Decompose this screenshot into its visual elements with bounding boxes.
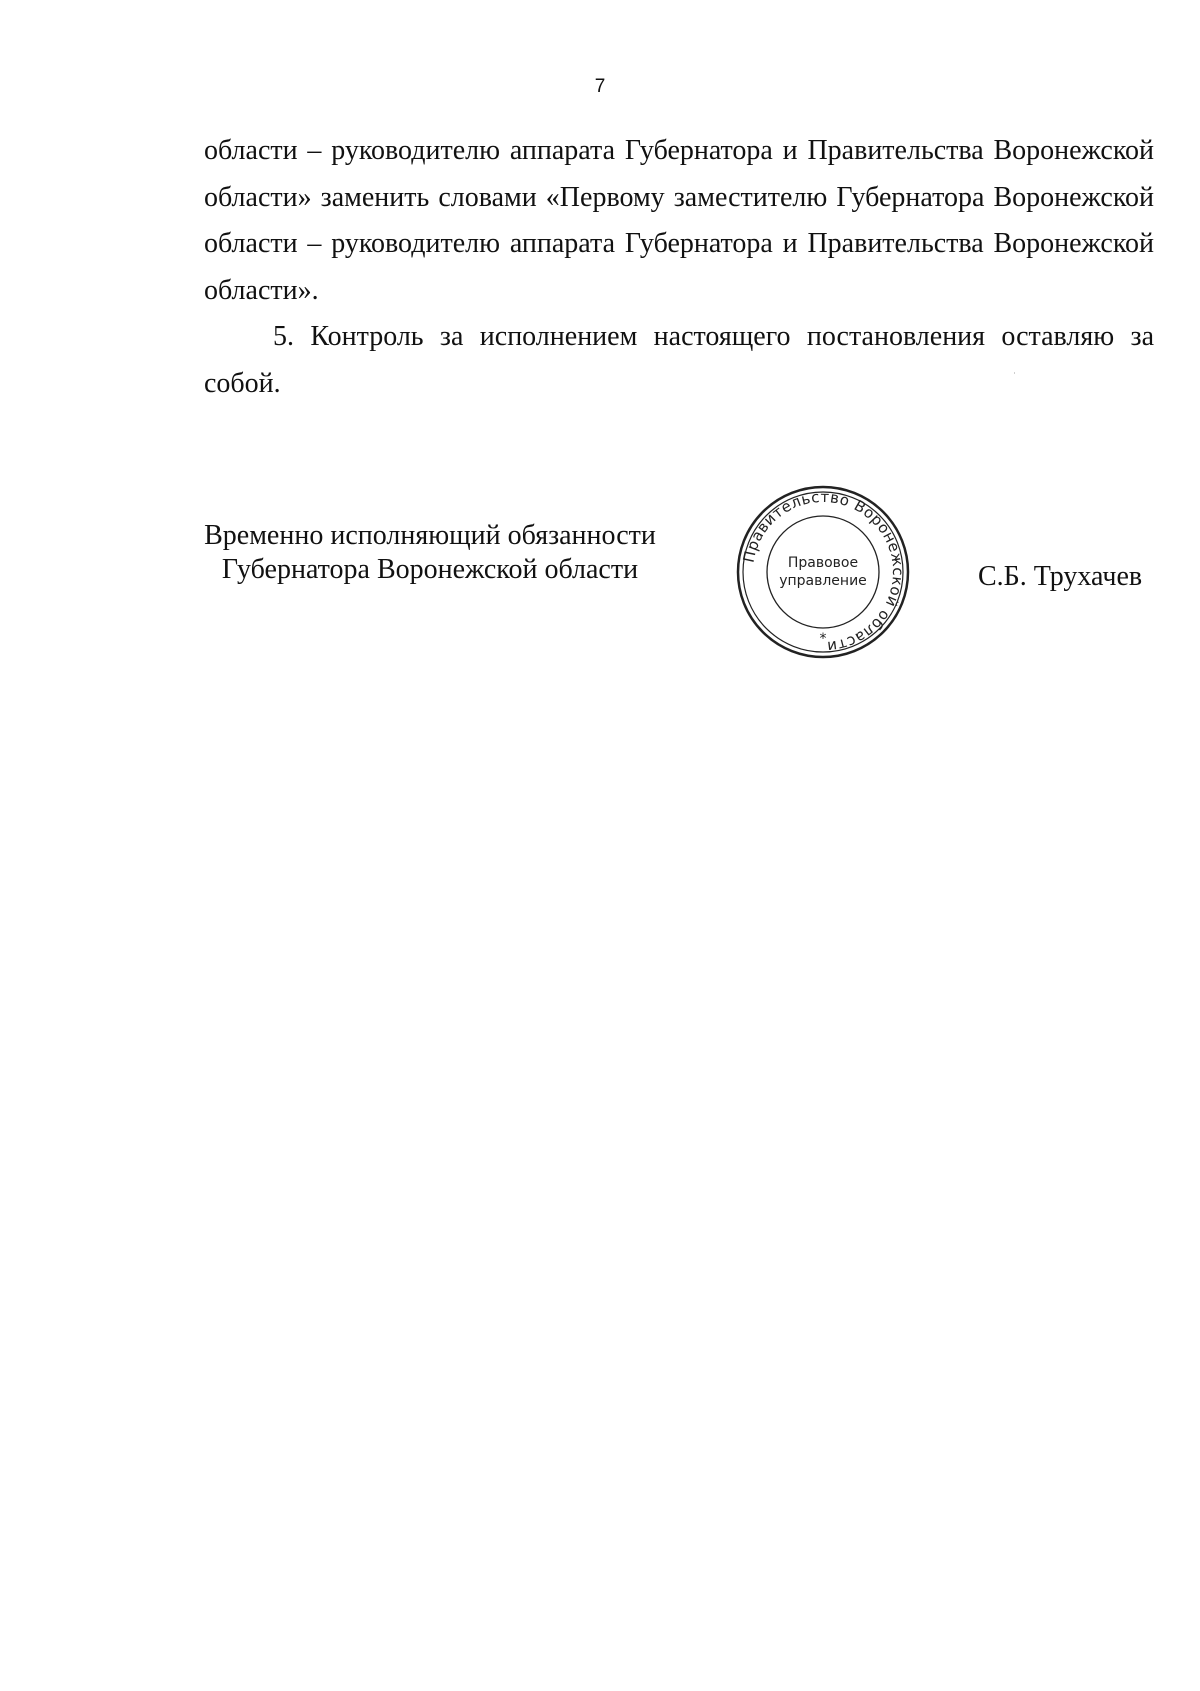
stamp-center-line-2: управление [779, 573, 867, 589]
signer-position [180, 519, 680, 587]
stamp-center-line-1: Правовое [787, 555, 859, 571]
official-stamp [734, 483, 912, 661]
stamp-ring-text: Правительство Воронежской области [739, 487, 908, 657]
page-number: 7 [594, 76, 606, 97]
stamp-star: * [819, 631, 827, 647]
signer-position-line-2: Губернатора Воронежской области [221, 554, 639, 585]
document-body [204, 128, 1154, 407]
scan-speck [1014, 372, 1015, 374]
signer-name: С.Б. Трухачев [978, 561, 1143, 592]
paragraph-continuation: области – руководителю аппарата Губернатора и Правительства Воронежской области» заменить словами «Первому заместителю Губернатора Воронежской области – руководителю аппарата Губернатора и Правительства Воронежской области». [204, 135, 1154, 306]
signer-position-line-1: Временно исполняющий обязанности [204, 520, 656, 551]
paragraph-5: 5. Контроль за исполнением настоящего постановления оставляю за собой. [204, 321, 1154, 399]
